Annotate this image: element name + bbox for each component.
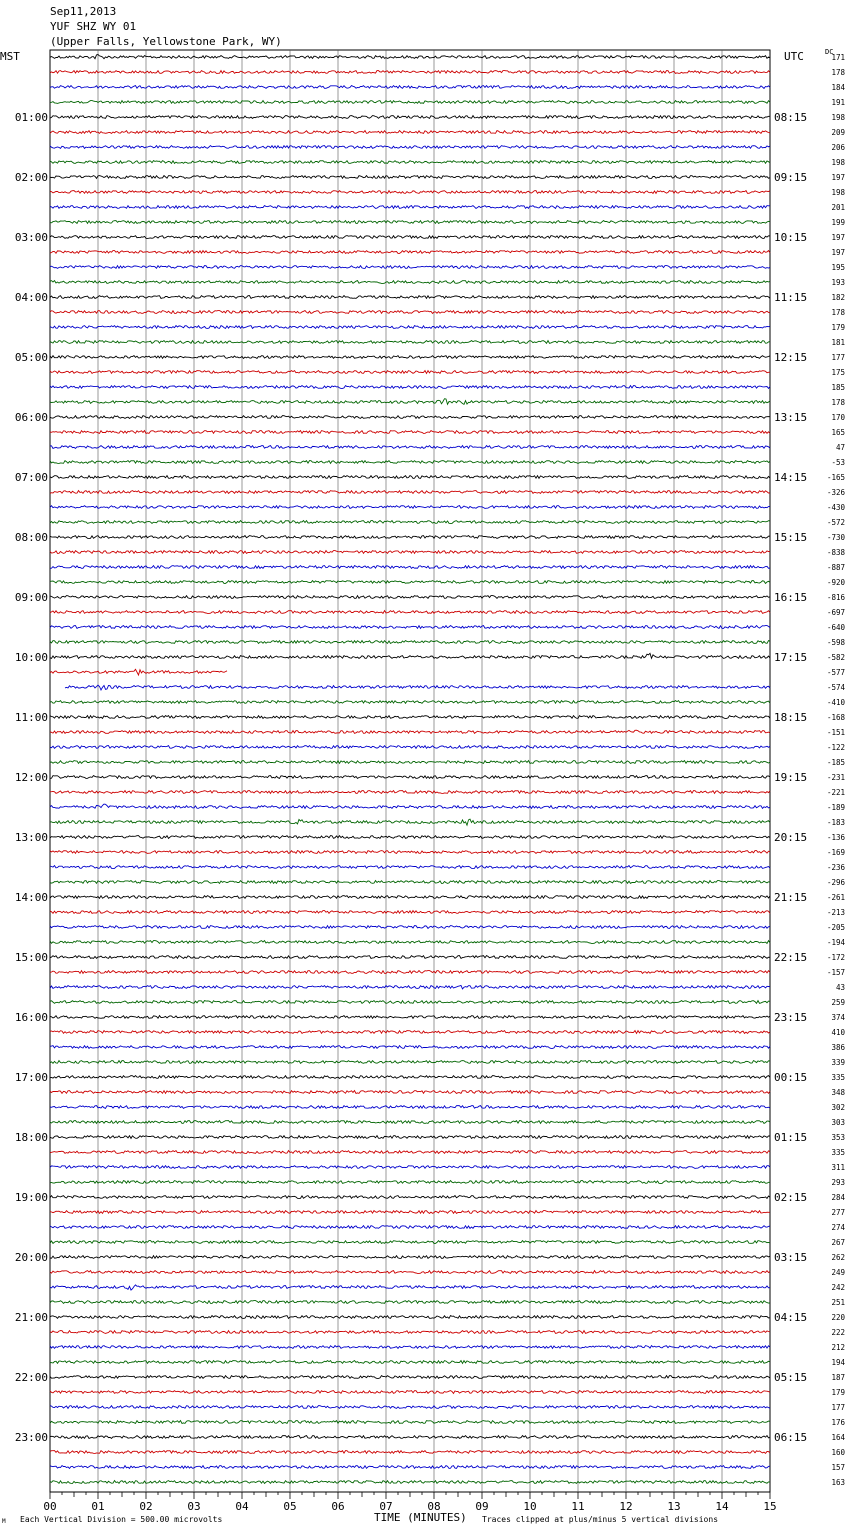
seismic-trace (50, 101, 770, 104)
dc-offset-label: -185 (826, 758, 845, 767)
left-hour-label: 13:00 (14, 831, 48, 844)
seismic-trace (50, 881, 770, 884)
right-hour-label: 16:15 (774, 591, 808, 604)
x-tick-label: 09 (475, 1500, 489, 1513)
x-tick-label: 03 (187, 1500, 201, 1513)
dc-offset-label: 191 (831, 98, 845, 107)
dc-offset-label: 353 (831, 1133, 845, 1142)
seismic-trace (50, 1361, 770, 1364)
dc-offset-label: 177 (831, 1403, 845, 1412)
x-tick-label: 11 (571, 1500, 585, 1513)
dc-offset-label: -172 (826, 953, 845, 962)
dc-offset-label: 160 (831, 1448, 845, 1457)
right-hour-label: 00:15 (774, 1071, 808, 1084)
seismic-trace (50, 1241, 770, 1244)
seismic-trace (50, 341, 770, 344)
dc-offset-label: -887 (826, 563, 845, 572)
left-hour-label: 11:00 (14, 711, 48, 724)
dc-offset-label: 182 (831, 293, 845, 302)
right-hour-label: 04:15 (774, 1311, 808, 1324)
seismic-trace (50, 985, 770, 989)
right-hour-label: 18:15 (774, 711, 808, 724)
seismic-trace (50, 251, 770, 254)
seismic-trace (50, 701, 770, 704)
seismic-trace (50, 941, 770, 944)
right-hour-label: 12:15 (774, 351, 808, 364)
seismic-trace (50, 1226, 770, 1229)
seismic-trace (50, 521, 770, 524)
dc-offset-label: 212 (831, 1343, 845, 1352)
seismic-trace (65, 685, 770, 690)
seismic-trace (50, 55, 770, 59)
x-tick-label: 08 (427, 1500, 441, 1513)
clip-note: Traces clipped at plus/minus 5 vertical divisions (482, 1515, 719, 1524)
dc-offset-label: 267 (831, 1238, 845, 1247)
vertical-division-note: Each Vertical Division = 500.00 microvolts (20, 1515, 223, 1524)
dc-offset-label: -838 (826, 548, 845, 557)
dc-offset-label: 284 (831, 1193, 845, 1202)
dc-offset-label: 293 (831, 1178, 845, 1187)
dc-offset-label: -640 (826, 623, 845, 632)
dc-offset-label: -574 (826, 683, 845, 692)
seismic-trace (50, 776, 770, 779)
station-location: (Upper Falls, Yellowstone Park, WY) (50, 35, 282, 48)
dc-offset-label: 157 (831, 1463, 845, 1472)
seismic-trace (50, 206, 770, 209)
right-hour-label: 23:15 (774, 1011, 808, 1024)
seismic-trace (50, 1046, 770, 1049)
seismic-trace (50, 716, 770, 719)
seismic-trace (50, 1211, 770, 1214)
right-hour-label: 06:15 (774, 1431, 808, 1444)
seismic-trace (50, 626, 770, 629)
seismic-trace (50, 956, 770, 959)
left-hour-label: 18:00 (14, 1131, 48, 1144)
seismic-trace (50, 911, 770, 914)
left-hour-label: 03:00 (14, 231, 48, 244)
dc-offset-label: 187 (831, 1373, 845, 1382)
right-hour-label: 02:15 (774, 1191, 808, 1204)
left-hour-label: 04:00 (14, 291, 48, 304)
left-hour-label: 08:00 (14, 531, 48, 544)
dc-offset-label: 249 (831, 1268, 845, 1277)
x-tick-label: 06 (331, 1500, 345, 1513)
dc-offset-label: -151 (826, 728, 845, 737)
seismic-trace (50, 266, 770, 269)
seismic-trace (50, 1436, 770, 1439)
seismic-trace (50, 1406, 770, 1409)
left-hour-label: 12:00 (14, 771, 48, 784)
dc-offset-label: 339 (831, 1058, 845, 1067)
seismic-trace (50, 326, 770, 329)
dc-offset-label: -730 (826, 533, 845, 542)
x-tick-label: 13 (667, 1500, 681, 1513)
seismic-trace (50, 116, 770, 119)
right-hour-label: 20:15 (774, 831, 808, 844)
dc-offset-label: 179 (831, 1388, 845, 1397)
left-hour-label: 10:00 (14, 651, 48, 664)
seismic-trace (50, 386, 770, 389)
dc-offset-label: 185 (831, 383, 845, 392)
dc-offset-label: -326 (826, 488, 845, 497)
left-hour-label: 05:00 (14, 351, 48, 364)
seismic-trace (50, 551, 770, 554)
dc-offset-label: 201 (831, 203, 845, 212)
right-axis-title: UTC (784, 50, 804, 63)
dc-offset-label: 277 (831, 1208, 845, 1217)
left-hour-label: 21:00 (14, 1311, 48, 1324)
dc-offset-label: 179 (831, 323, 845, 332)
plot-date: Sep11,2013 (50, 5, 117, 18)
seismic-trace (50, 611, 770, 614)
x-tick-label: 12 (619, 1500, 633, 1513)
seismic-trace (50, 131, 770, 134)
dc-offset-label: 198 (831, 158, 845, 167)
dc-offset-label: -157 (826, 968, 845, 977)
seismic-trace (50, 1136, 770, 1139)
dc-offset-label: -221 (826, 788, 845, 797)
seismic-trace (50, 1121, 770, 1124)
left-hour-label: 17:00 (14, 1071, 48, 1084)
seismic-trace (50, 1031, 770, 1034)
dc-offset-label: 193 (831, 278, 845, 287)
dc-offset-label: -598 (826, 638, 845, 647)
dc-offset-label: 259 (831, 998, 845, 1007)
x-tick-label: 01 (91, 1500, 105, 1513)
dc-offset-label: 197 (831, 233, 845, 242)
left-hour-label: 22:00 (14, 1371, 48, 1384)
left-hour-label: 06:00 (14, 411, 48, 424)
seismic-trace (50, 596, 770, 599)
seismic-trace (50, 1151, 770, 1154)
dc-offset-label: 163 (831, 1478, 845, 1487)
dc-offset-label: -572 (826, 518, 845, 527)
dc-offset-label: 198 (831, 113, 845, 122)
dc-offset-label: 170 (831, 413, 845, 422)
dc-offset-label: 199 (831, 218, 845, 227)
seismic-trace (50, 191, 770, 194)
station-code: YUF SHZ WY 01 (50, 20, 137, 33)
dc-offset-label: 184 (831, 83, 845, 92)
seismic-trace (50, 311, 770, 314)
left-hour-label: 15:00 (14, 951, 48, 964)
x-tick-label: 10 (523, 1500, 537, 1513)
seismic-trace (50, 971, 770, 974)
dc-offset-label: -183 (826, 818, 845, 827)
dc-offset-label: 335 (831, 1148, 845, 1157)
right-hour-label: 21:15 (774, 891, 808, 904)
dc-offset-label: -920 (826, 578, 845, 587)
seismic-trace (50, 1256, 770, 1259)
dc-offset-label: 222 (831, 1328, 845, 1337)
right-hour-label: 08:15 (774, 111, 808, 124)
seismic-trace (50, 146, 770, 149)
seismic-trace (50, 761, 770, 764)
left-axis-title: MST (0, 50, 20, 63)
right-hour-label: 01:15 (774, 1131, 808, 1144)
seismic-trace (50, 1166, 770, 1169)
dc-offset-label: 262 (831, 1253, 845, 1262)
seismic-trace (50, 791, 770, 794)
left-hour-label: 16:00 (14, 1011, 48, 1024)
left-hour-label: 20:00 (14, 1251, 48, 1264)
dc-offset-label: -205 (826, 923, 845, 932)
seismic-trace (50, 566, 770, 569)
left-hour-label: 07:00 (14, 471, 48, 484)
dc-offset-label: 164 (831, 1433, 845, 1442)
dc-offset-label: -194 (826, 938, 845, 947)
seismic-trace (50, 371, 770, 374)
dc-offset-label: -168 (826, 713, 845, 722)
seismic-trace (50, 669, 227, 675)
dc-offset-label: -213 (826, 908, 845, 917)
right-hour-label: 11:15 (774, 291, 808, 304)
dc-title: DC (825, 48, 834, 56)
seismic-trace (50, 1316, 770, 1319)
seismic-trace (50, 1421, 770, 1424)
dc-offset-label: 206 (831, 143, 845, 152)
dc-offset-label: -169 (826, 848, 845, 857)
x-tick-label: 14 (715, 1500, 729, 1513)
right-hour-label: 22:15 (774, 951, 808, 964)
seismic-trace (50, 641, 770, 644)
dc-offset-label: 410 (831, 1028, 845, 1037)
seismic-trace (50, 71, 770, 74)
seismic-trace (50, 1076, 770, 1079)
dc-offset-label: 348 (831, 1088, 845, 1097)
dc-offset-label: -136 (826, 833, 845, 842)
dc-offset-label: 47 (835, 443, 845, 452)
left-hour-label: 14:00 (14, 891, 48, 904)
dc-offset-label: 303 (831, 1118, 845, 1127)
seismic-trace (50, 746, 770, 749)
dc-offset-label: 198 (831, 188, 845, 197)
right-hour-label: 13:15 (774, 411, 808, 424)
dc-offset-label: 177 (831, 353, 845, 362)
seismic-trace (50, 491, 770, 494)
seismic-trace (50, 1466, 770, 1469)
dc-offset-label: 176 (831, 1418, 845, 1427)
dc-offset-label: 178 (831, 398, 845, 407)
dc-offset-label: 386 (831, 1043, 845, 1052)
seismic-trace (50, 1061, 770, 1064)
seismic-trace (50, 653, 770, 658)
dc-offset-label: -430 (826, 503, 845, 512)
dc-offset-label: 195 (831, 263, 845, 272)
dc-offset-label: -165 (826, 473, 845, 482)
left-hour-label: 02:00 (14, 171, 48, 184)
seismic-trace (50, 221, 770, 224)
dc-offset-label: -296 (826, 878, 845, 887)
seismic-trace (50, 804, 770, 808)
dc-offset-label: 43 (835, 983, 845, 992)
dc-offset-label: 209 (831, 128, 845, 137)
dc-offset-label: -261 (826, 893, 845, 902)
x-tick-label: 04 (235, 1500, 249, 1513)
seismic-trace (50, 1271, 770, 1274)
x-tick-label: 02 (139, 1500, 153, 1513)
seismic-trace (50, 1091, 770, 1094)
seismic-trace (50, 1481, 770, 1484)
dc-offset-label: -410 (826, 698, 845, 707)
left-hour-label: 01:00 (14, 111, 48, 124)
dc-offset-label: 194 (831, 1358, 845, 1367)
left-hour-label: 19:00 (14, 1191, 48, 1204)
right-hour-label: 14:15 (774, 471, 808, 484)
seismic-trace (50, 86, 770, 89)
dc-offset-label: -53 (831, 458, 845, 467)
dc-offset-label: 178 (831, 68, 845, 77)
dc-offset-label: 220 (831, 1313, 845, 1322)
seismic-trace (50, 461, 770, 464)
dc-offset-label: 197 (831, 248, 845, 257)
seismic-trace (50, 1376, 770, 1379)
x-tick-label: 05 (283, 1500, 297, 1513)
right-hour-label: 10:15 (774, 231, 808, 244)
seismic-trace (50, 926, 770, 929)
seismic-trace (50, 581, 770, 584)
dc-offset-label: 302 (831, 1103, 845, 1112)
dc-offset-label: -122 (826, 743, 845, 752)
right-hour-label: 05:15 (774, 1371, 808, 1384)
dc-offset-label: 178 (831, 308, 845, 317)
dc-offset-label: -189 (826, 803, 845, 812)
seismic-trace (50, 1181, 770, 1184)
dc-offset-label: 251 (831, 1298, 845, 1307)
x-tick-label: 00 (43, 1500, 57, 1513)
seismic-trace (50, 161, 770, 164)
dc-offset-label: 311 (831, 1163, 845, 1172)
dc-offset-label: 274 (831, 1223, 845, 1232)
seismic-trace (50, 356, 770, 359)
right-hour-label: 09:15 (774, 171, 808, 184)
seismic-trace (50, 896, 770, 899)
seismic-trace (50, 1285, 770, 1290)
seismic-trace (50, 236, 770, 239)
x-tick-label: 15 (763, 1500, 777, 1513)
right-hour-label: 15:15 (774, 531, 808, 544)
seismic-trace (50, 836, 770, 839)
dc-offset-label: -816 (826, 593, 845, 602)
right-hour-label: 17:15 (774, 651, 808, 664)
seismic-trace (50, 1001, 770, 1004)
seismic-trace (50, 851, 770, 854)
dc-offset-label: 181 (831, 338, 845, 347)
seismic-trace (50, 730, 770, 733)
seismic-trace (50, 1331, 770, 1334)
right-hour-label: 03:15 (774, 1251, 808, 1264)
dc-offset-label: 374 (831, 1013, 845, 1022)
seismic-trace (50, 536, 770, 539)
dc-offset-label: 175 (831, 368, 845, 377)
dc-offset-label: -697 (826, 608, 845, 617)
dc-offset-label: 171 (831, 53, 845, 62)
seismic-trace (50, 399, 770, 405)
seismic-trace (50, 431, 770, 434)
dc-offset-label: -231 (826, 773, 845, 782)
seismic-trace (50, 1451, 770, 1454)
dc-offset-label: -577 (826, 668, 845, 677)
seismic-trace (50, 1391, 770, 1394)
left-hour-label: 23:00 (14, 1431, 48, 1444)
dc-offset-label: 197 (831, 173, 845, 182)
seismic-trace (50, 416, 770, 419)
left-hour-label: 09:00 (14, 591, 48, 604)
seismic-trace (50, 866, 770, 869)
dc-offset-label: -236 (826, 863, 845, 872)
x-tick-label: 07 (379, 1500, 393, 1513)
seismic-trace (50, 1106, 770, 1109)
seismic-trace (50, 176, 770, 179)
seismic-trace (50, 506, 770, 509)
dc-offset-label: -582 (826, 653, 845, 662)
dc-offset-label: 335 (831, 1073, 845, 1082)
x-axis-label: TIME (MINUTES) (374, 1511, 467, 1524)
seismic-trace (50, 446, 770, 449)
seismic-trace (50, 1346, 770, 1349)
seismic-trace (50, 281, 770, 284)
corner-mark: M (2, 1518, 6, 1525)
seismic-trace (50, 296, 770, 299)
seismic-trace (50, 1016, 770, 1019)
dc-offset-label: 165 (831, 428, 845, 437)
seismic-trace (50, 819, 770, 825)
seismic-trace (50, 1301, 770, 1304)
seismic-trace (50, 1196, 770, 1199)
seismic-trace (50, 476, 770, 479)
right-hour-label: 19:15 (774, 771, 808, 784)
dc-offset-label: 242 (831, 1283, 845, 1292)
